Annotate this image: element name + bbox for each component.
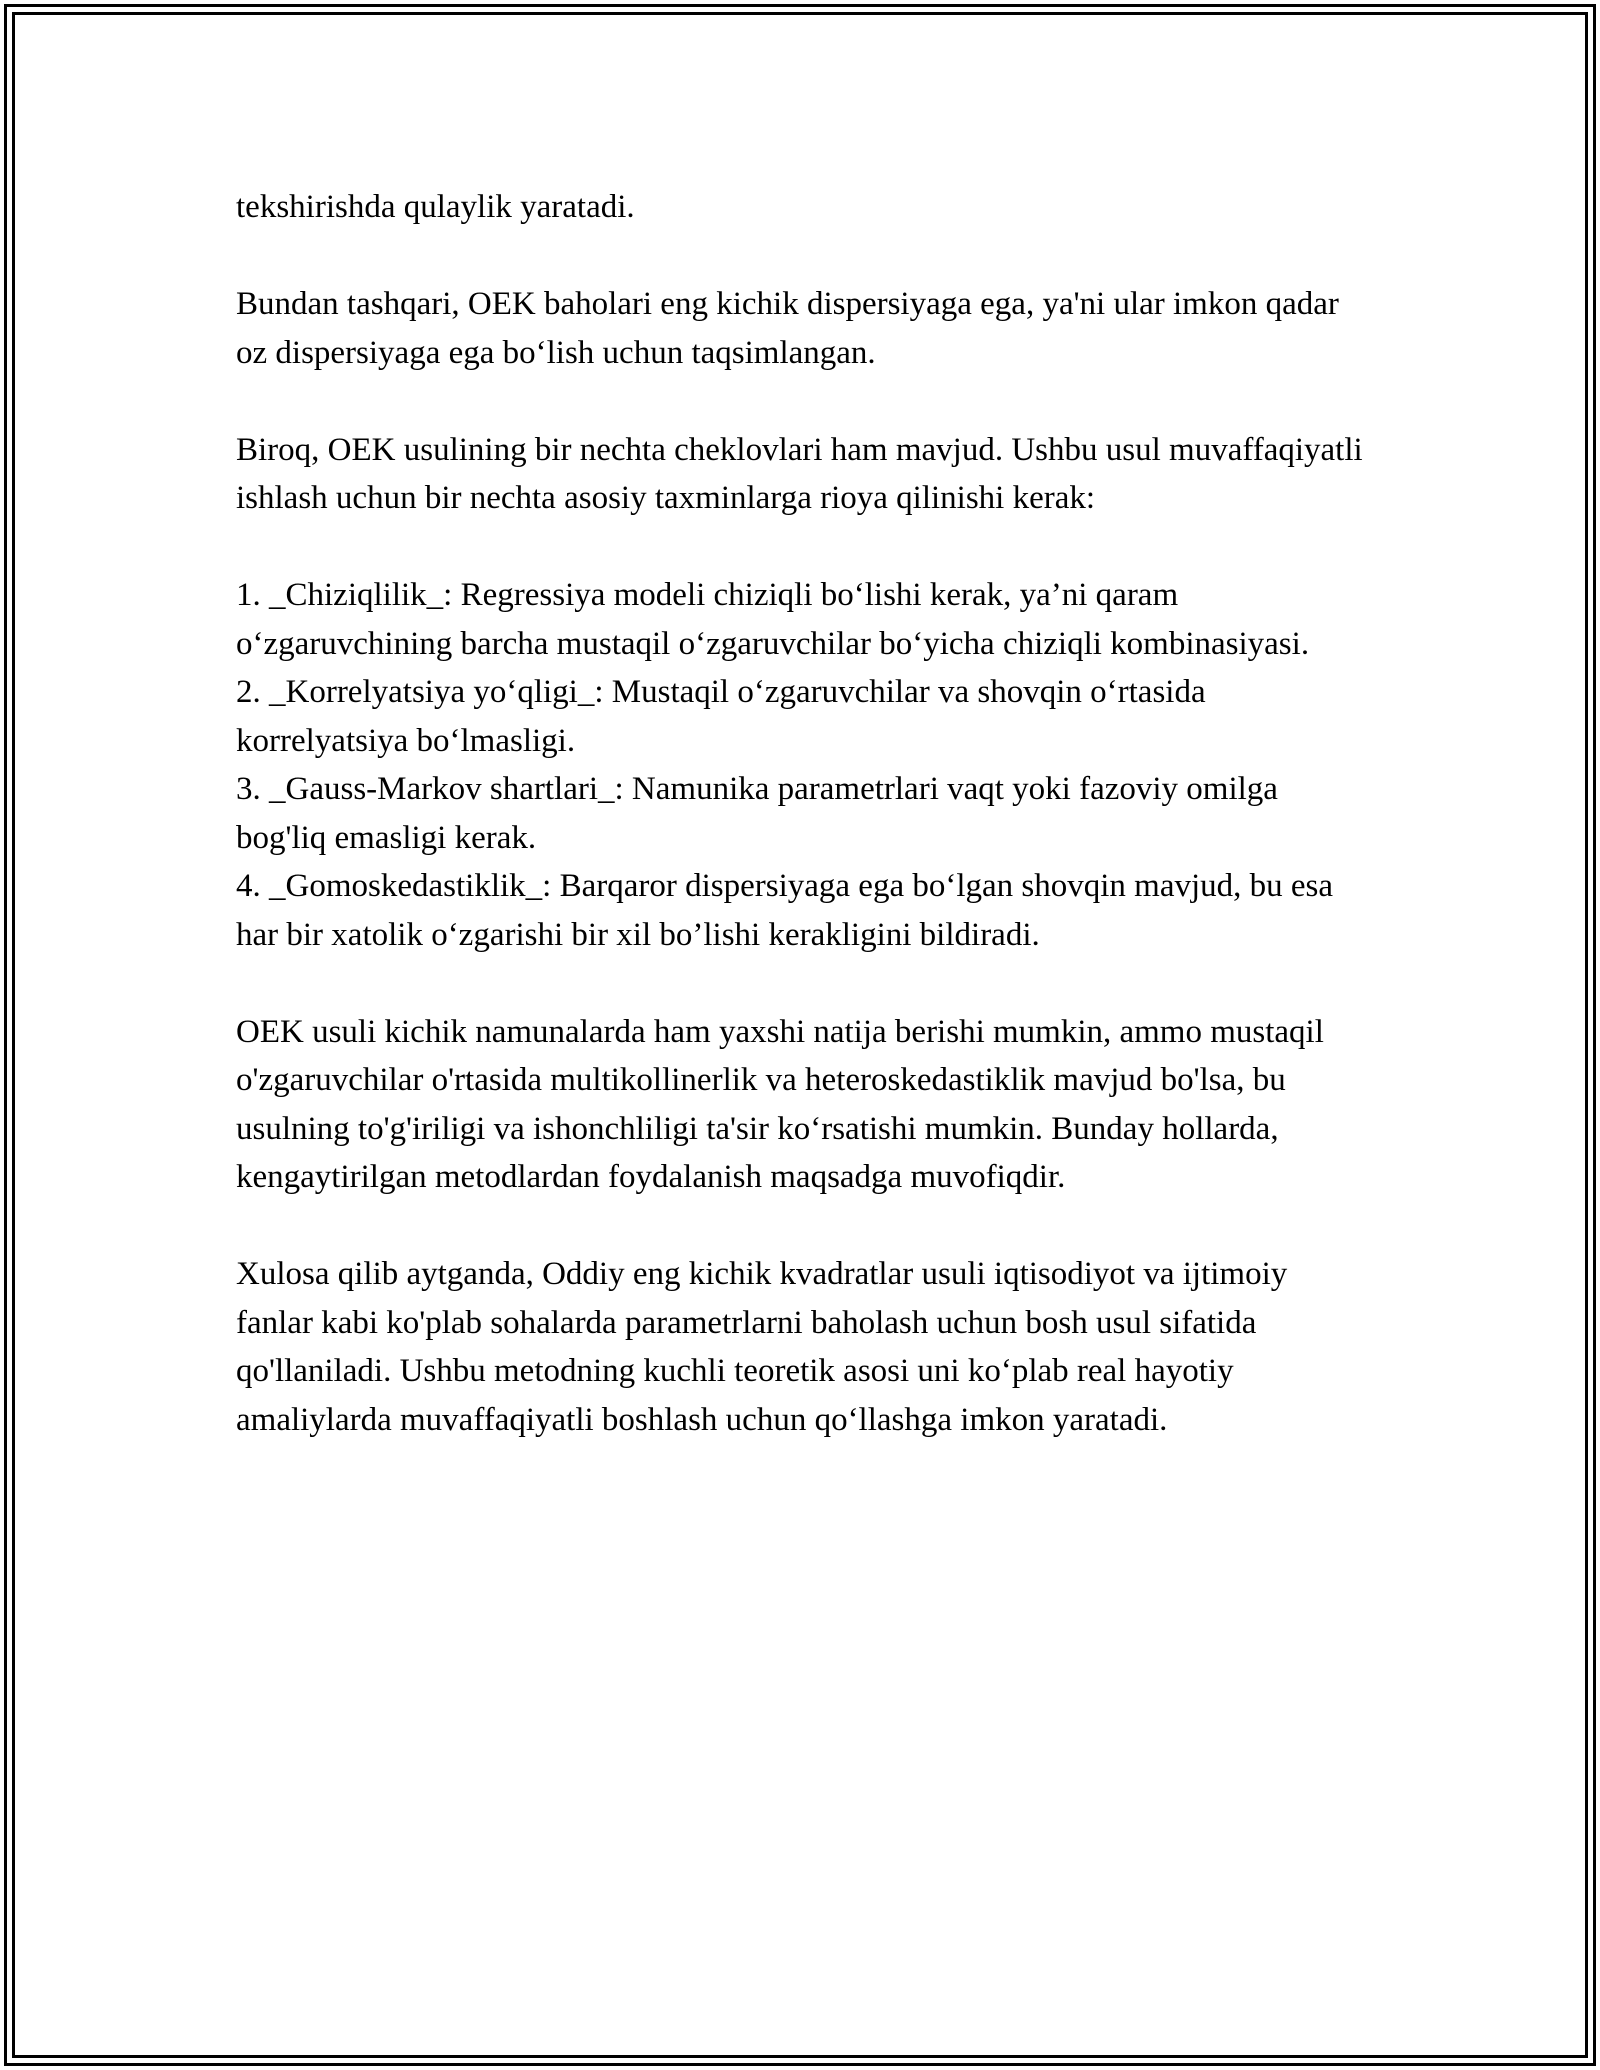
list-item-linearity: 1. _Chiziqlilik_: Regressiya modeli chiziqli bo‘lishi kerak, ya’ni qaram o‘zgaruvchining barcha mustaqil o‘zgaruvchilar bo‘yicha chiziqli kombinasiyasi. xyxy=(236,577,1310,662)
paragraph-conclusion: Xulosa qilib aytganda, Oddiy eng kichik kvadratlar usuli iqtisodiyot va ijtimoiy fanlar kabi ko'plab sohalarda parametrlarni baholash uchun bosh usul sifatida qo'llaniladi. Ushbu metodning kuchli teoretik asosi uni ko‘plab real hayotiy amaliylarda muvaffaqiyatli boshlash uchun qo‘llashga imkon yaratadi. xyxy=(236,1256,1288,1438)
paragraph-dispersion: Bundan tashqari, OEK baholari eng kichik dispersiyaga ega, ya'ni ular imkon qadar oz dispersiyaga ega bo‘lish uchun taqsimlangan. xyxy=(236,286,1339,371)
list-item-homoskedasticity: 4. _Gomoskedastiklik_: Barqaror dispersiyaga ega bo‘lgan shovqin mavjud, bu esa har bir xatolik o‘zgarishi bir xil bo’lishi kerakligini bildiradi. xyxy=(236,868,1334,953)
document-body xyxy=(236,183,1366,1444)
list-item-gauss-markov: 3. _Gauss-Markov shartlari_: Namunika parametrlari vaqt yoki fazoviy omilga bog'liq emasligi kerak. xyxy=(236,771,1278,856)
assumptions-list xyxy=(236,571,1366,959)
paragraph-intro: tekshirishda qulaylik yaratadi. xyxy=(236,189,635,225)
list-item-correlation: 2. _Korrelyatsiya yo‘qligi_: Mustaqil o‘zgaruvchilar va shovqin o‘rtasida korrelyatsiya bo‘lmasligi. xyxy=(236,674,1206,759)
paragraph-small-samples: OEK usuli kichik namunalarda ham yaxshi natija berishi mumkin, ammo mustaqil o'zgaruvchilar o'rtasida multikollinerlik va heteroskedastiklik mavjud bo'lsa, bu usulning to'g'iriligi va ishonchliligi ta'sir ko‘rsatishi mumkin. Bunday hollarda, kengaytirilgan metodlardan foydalanish maqsadga muvofiqdir. xyxy=(236,1013,1324,1195)
paragraph-limitations: Biroq, OEK usulining bir nechta cheklovlari ham mavjud. Ushbu usul muvaffaqiyatli ishlash uchun bir nechta asosiy taxminlarga rioya qilinishi kerak: xyxy=(236,431,1363,516)
